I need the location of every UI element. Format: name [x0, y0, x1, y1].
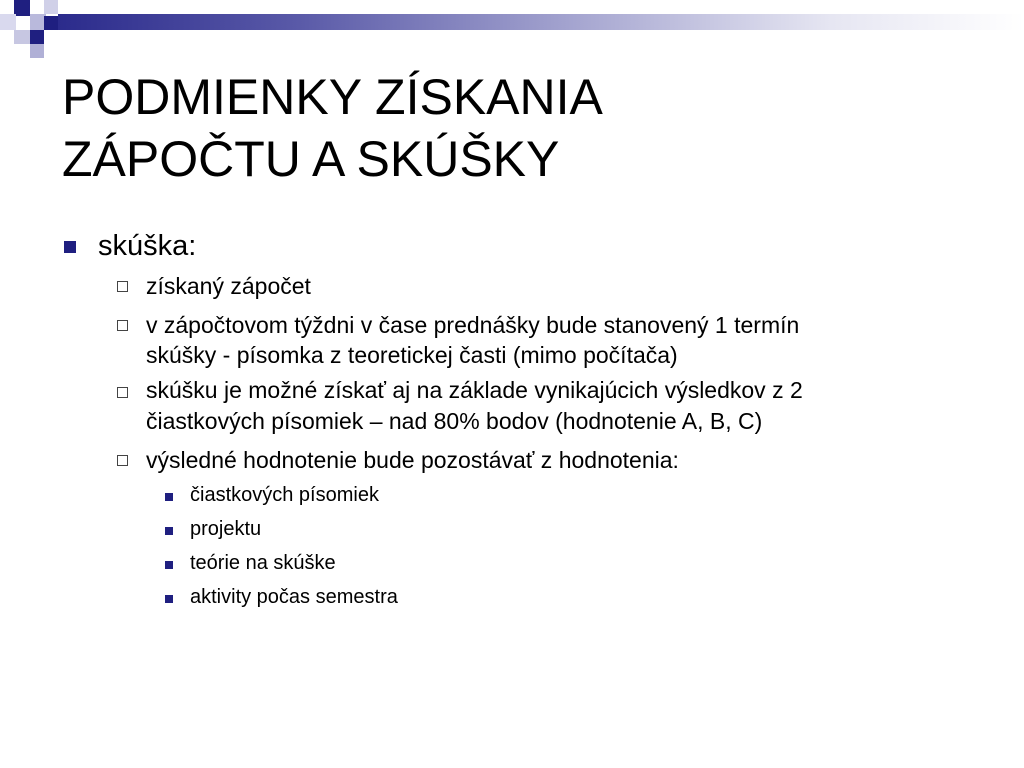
square-bullet-icon [64, 241, 76, 253]
square-bullet-icon [165, 595, 173, 603]
bullet-level2-item: výsledné hodnotenie bude pozostávať z hodnotenia: [146, 447, 679, 473]
bullet-level3-item: projektu [190, 518, 262, 540]
hollow-square-bullet-icon [117, 387, 128, 398]
bullet-level2-item: získaný zápočet [146, 273, 311, 299]
square-bullet-icon [165, 493, 173, 501]
square-bullet-icon [165, 561, 173, 569]
square-bullet-icon [165, 527, 173, 535]
bullet-level2-item-continued: čiastkových písomiek – nad 80% bodov (hodnotenie A, B, C) [146, 408, 763, 434]
bullet-level3-item: aktivity počas semestra [190, 586, 398, 608]
bullet-level3-item: čiastkových písomiek [190, 484, 379, 506]
hollow-square-bullet-icon [117, 455, 128, 466]
bullet-level1-skuska: skúška: [98, 230, 197, 262]
bullet-level2-item-continued: skúšky - písomka z teoretickej časti (mimo počítača) [146, 342, 678, 368]
hollow-square-bullet-icon [117, 281, 128, 292]
title-line-1: PODMIENKY ZÍSKANIA [62, 69, 603, 125]
bullet-level2-item: skúšku je možné získať aj na základe vynikajúcich výsledkov z 2 [146, 377, 803, 403]
title-line-2: ZÁPOČTU A SKÚŠKY [62, 131, 560, 187]
hollow-square-bullet-icon [117, 320, 128, 331]
bullet-level3-item: teórie na skúške [190, 552, 336, 574]
bullet-level2-item: v zápočtovom týždni v čase prednášky bude stanovený 1 termín [146, 312, 800, 338]
